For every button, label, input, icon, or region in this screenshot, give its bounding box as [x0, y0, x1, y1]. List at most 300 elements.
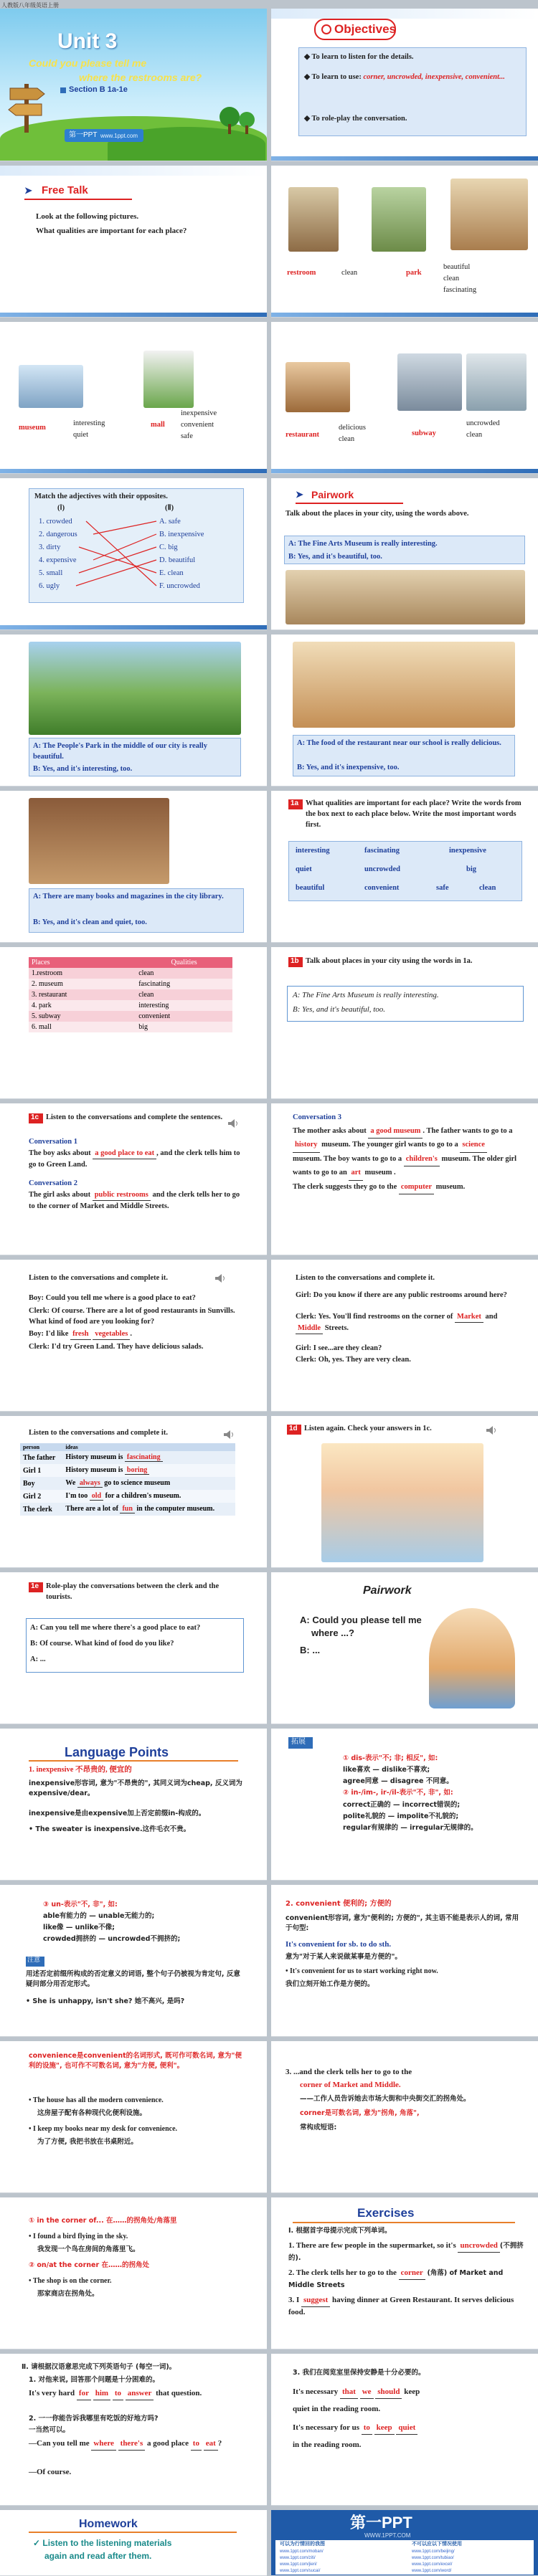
credits-links-1	[280, 2549, 324, 2575]
slide-match[interactable]	[0, 478, 267, 630]
dialog-line-c: A: ...	[30, 1655, 46, 1663]
caption-clean: clean	[341, 269, 358, 277]
word: beautiful	[296, 884, 325, 892]
free-talk-line1: Look at the following pictures.	[36, 212, 139, 221]
word: quiet	[296, 865, 312, 873]
text-part: museum. The older girl wants to go to an	[293, 1154, 517, 1177]
footer-bar	[271, 156, 538, 161]
caption-mall: mall	[151, 421, 165, 429]
brand-text: 第一PPT	[69, 131, 98, 139]
exercise-prompt: 一当然可以。	[29, 2426, 70, 2434]
table-row	[29, 1000, 232, 1011]
prefix-example: correct正确的 — incorrect错误的;	[343, 1800, 461, 1809]
homework-text: Listen to the listening materials	[42, 2538, 172, 2548]
answer-blank: old	[90, 1492, 103, 1501]
caption-restroom: restroom	[287, 269, 316, 277]
caption-clean-3: clean	[339, 435, 355, 443]
pairwork-bullet: ➤	[296, 489, 303, 500]
caption-museum: museum	[19, 424, 46, 432]
answer-blank: a good place to eat	[93, 1148, 156, 1159]
caption-beautiful: beautiful	[443, 263, 471, 271]
text-part: having dinner at Green Restaurant. It serves delicious food.	[288, 2296, 514, 2316]
cell-person: Girl 1	[23, 1466, 42, 1475]
word: uncrowded	[364, 865, 400, 873]
text-part: 1. There are few people in the supermarket, so it's	[288, 2241, 456, 2250]
word: safe	[436, 884, 449, 892]
answer-blank: fascinating	[125, 1453, 163, 1462]
dialog-line: Clerk: I'd try Green Land. They have delicious salads.	[29, 1343, 204, 1351]
text-part: that question.	[156, 2389, 202, 2397]
speaker-icon[interactable]	[228, 1119, 240, 1128]
dialog-line	[29, 1329, 244, 1340]
text-part: History museum is	[65, 1466, 123, 1474]
footer-bar	[0, 625, 267, 629]
match-left-item: 3. dirty	[39, 543, 61, 551]
match-right-item: D. beautiful	[159, 556, 196, 564]
credit-link[interactable]: www.1ppt.com/tubiao/	[412, 2556, 454, 2560]
cell-place: 6. mall	[32, 1023, 52, 1031]
dialog-line-a: A: The food of the restaurant near our school is really delicious.	[297, 739, 501, 747]
cell-place: 3. restaurant	[32, 991, 67, 999]
homework-heading: Homework	[79, 2518, 138, 2530]
slide-listen-1[interactable]	[0, 1260, 267, 1412]
cell-place: 1.restroom	[32, 969, 63, 977]
footer-bar	[0, 313, 267, 317]
speaker-icon[interactable]	[215, 1274, 227, 1283]
exercise-prompt: 3. 我们在阅览室里保持安静是十分必要的。	[293, 2369, 425, 2377]
answer-blank: keep	[374, 2423, 395, 2435]
cell-idea	[62, 1490, 235, 1503]
pairwork-line-b: B: Yes, and it's beautiful, too.	[288, 553, 382, 561]
match-left-item: 6. ugly	[39, 582, 60, 590]
prefix-list	[343, 1753, 478, 1834]
signpost-icon	[6, 77, 49, 134]
cell-quality: big	[138, 1023, 148, 1031]
text-part: History museum is	[65, 1453, 123, 1461]
speaker-icon[interactable]	[224, 1430, 235, 1439]
exercise-item	[288, 2295, 525, 2319]
phrase-example-cn: 我发现一个鸟在房间的角落里飞。	[37, 2245, 140, 2253]
slide-language-points[interactable]	[0, 1729, 267, 1881]
match-left-item: 4. expensive	[39, 556, 77, 564]
credit-link[interactable]: www.1ppt.com/word/	[412, 2569, 452, 2573]
credit-link[interactable]: www.1ppt.com/moban/	[280, 2549, 324, 2554]
slide-prefix-1[interactable]	[271, 1729, 538, 1881]
text-part: It's very hard	[29, 2389, 75, 2397]
answer-blank: to	[191, 2438, 202, 2451]
answer-blank: there's	[118, 2438, 146, 2451]
text-part: museum. The boy wants to go to a	[293, 1154, 402, 1163]
objective-1-text: To learn to listen for the details.	[311, 53, 414, 61]
heading-underline	[29, 1760, 238, 1762]
answer-blank: that	[340, 2387, 358, 2399]
slide-exercises-2[interactable]	[0, 2354, 267, 2506]
slide-free-talk[interactable]	[0, 166, 267, 318]
exercise-item: quiet in the reading room.	[293, 2405, 381, 2413]
slide-library-dialog[interactable]	[0, 791, 267, 943]
caption-uncrowded: uncrowded	[466, 419, 500, 427]
slide-pictures-1[interactable]	[271, 166, 538, 318]
word: convenient	[364, 884, 400, 892]
park-photo	[372, 187, 426, 252]
caption-safe: safe	[181, 432, 193, 440]
table-row	[20, 1451, 235, 1464]
credit-link[interactable]: www.1ppt.com/excel/	[412, 2562, 453, 2567]
pairwork-heading: Pairwork	[311, 489, 354, 500]
slide-pairwork-2[interactable]	[271, 1572, 538, 1724]
prefix-list	[43, 1899, 237, 1946]
phrase-title: ② on/at the corner 在……的拐角处	[29, 2261, 149, 2269]
prefix-example: polite礼貌的 — impolite不礼貌的;	[343, 1812, 459, 1820]
table-row	[29, 968, 232, 979]
objective-1: ◆ To learn to listen for the details.	[304, 53, 414, 61]
exercise-prompt: 2. 一一你能告诉我哪里有吃饭的好地方吗?	[29, 2415, 159, 2423]
note-text: 用述否定前缀所构成的否定意义的词语, 整个句子仍被视为肯定句, 反意疑问部分用否定形式。	[26, 1970, 240, 1988]
prefix-example: like像 — unlike不像;	[43, 1924, 115, 1932]
slide-title[interactable]	[0, 9, 267, 161]
credit-link[interactable]: www.1ppt.com/ziti/	[280, 2556, 316, 2560]
heading-underline	[24, 199, 132, 200]
exercise-item	[288, 2268, 525, 2291]
unit-question-line1: Could you please tell me	[29, 57, 147, 69]
prefix-title: ② in-/im-, ir-/il-表示"不, 非", 如:	[343, 1789, 453, 1797]
answer-blank: to	[113, 2388, 123, 2400]
slide-convenience[interactable]	[0, 2041, 267, 2193]
dialog-line: Clerk: Oh, yes. They are very clean.	[296, 1356, 411, 1364]
heading-underline	[296, 503, 403, 504]
food-photo	[293, 642, 515, 728]
note-example: • She is unhappy, isn't she? 她不高兴, 是吗?	[26, 1997, 185, 2005]
text-part: 3. I	[288, 2296, 300, 2304]
objective-2-text: To learn to use:	[311, 73, 362, 81]
slide-listen-2[interactable]	[271, 1260, 538, 1412]
conversation-1-label: Conversation 1	[29, 1138, 77, 1146]
match-right-item: A. safe	[159, 518, 181, 526]
text-part: I'm too	[65, 1492, 88, 1500]
point-text: corner是可数名词, 意为"拐角, 角落",	[300, 2109, 420, 2117]
slide-1b[interactable]	[271, 947, 538, 1099]
slide-places-table[interactable]	[0, 947, 267, 1099]
caption-quiet: quiet	[73, 431, 88, 439]
exercise-item: —Of course.	[29, 2468, 72, 2476]
places-table	[29, 957, 232, 1032]
point-example-cn: 为了方便, 我把书放在书桌附近。	[37, 2138, 138, 2146]
pairwork-line-a: A: The Fine Arts Museum is really interesting.	[288, 540, 438, 548]
caption-clean-4: clean	[466, 431, 483, 439]
table-row	[20, 1464, 235, 1477]
slide-exercises-1[interactable]	[271, 2197, 538, 2349]
dialog-line-b: B: Yes, and it's inexpensive, too.	[297, 764, 400, 771]
answer-blank: computer	[399, 1181, 434, 1194]
text-part: in the computer museum.	[136, 1505, 215, 1513]
tag-label: 拓展	[291, 1738, 306, 1746]
tourist-info-illustration	[321, 1443, 483, 1562]
prefix-title: ③ un-表示"不, 非", 如:	[43, 1901, 118, 1909]
listen-title: Listen to the conversations and complete it.	[296, 1274, 435, 1282]
dialog-line-a: A: There are many books and magazines in the city library.	[33, 893, 224, 900]
answer-blank: to	[362, 2423, 372, 2435]
objective-2: ◆ To learn to use: corner, uncrowded, inexpensive, convenient...	[304, 73, 505, 81]
free-talk-heading: Free Talk	[42, 184, 88, 196]
slide-pairwork-1[interactable]	[271, 478, 538, 630]
match-left-item: 1. crowded	[39, 518, 72, 526]
text-part: The girl asks about	[29, 1191, 91, 1199]
exercise-item	[288, 2240, 525, 2264]
answer-blank: a good museum	[368, 1125, 423, 1139]
exercise-item	[29, 2388, 244, 2400]
answer-blank: vegetables	[93, 1329, 130, 1340]
caption-delicious: delicious	[339, 424, 366, 432]
footer-bar	[271, 313, 538, 317]
answer-blank: quiet	[396, 2423, 417, 2435]
tag-label: 1b	[291, 957, 299, 965]
dialog-line-b: B: Yes, and it's clean and quiet, too.	[33, 918, 147, 926]
col-ideas: ideas	[65, 1444, 78, 1450]
point-example-cn: 我们立刻开始工作是方便的。	[285, 1980, 374, 1988]
caption-restaurant: restaurant	[285, 431, 320, 439]
task-instruction: Talk about places in your city using the words in 1a.	[306, 957, 473, 965]
conversation-2-label: Conversation 2	[29, 1179, 77, 1187]
point-text: convenient形容词, 意为"便利的; 方便的", 其主语不能是表示人的词, 常用于句型:	[285, 1914, 519, 1932]
credits-col2-title: 不可以应以下情况使用	[412, 2541, 462, 2547]
language-points-heading: Language Points	[65, 1745, 169, 1759]
phrase-example: • The shop is on the corner.	[29, 2277, 112, 2285]
conversation-3-text	[293, 1125, 518, 1194]
slide-objectives[interactable]	[271, 9, 538, 161]
dialog-line-b: B: Of course. What kind of food do you like?	[30, 1640, 174, 1648]
exercise-prompt: 1. 对他来说, 回答那个问题是十分困难的。	[29, 2376, 159, 2384]
objective-2-words: corner, uncrowded, inexpensive, convenient...	[363, 73, 505, 81]
subway-photo-2	[466, 353, 527, 411]
slide-listen-3[interactable]	[0, 1416, 267, 1568]
section-bullet	[60, 87, 66, 93]
note-label: 注意	[27, 1957, 41, 1964]
table-row	[29, 1011, 232, 1022]
text-part: and	[485, 1313, 498, 1321]
answer-blank: for	[77, 2388, 91, 2400]
prefix-example: like喜欢 — dislike不喜欢;	[343, 1766, 430, 1774]
tag-label: 1c	[31, 1113, 39, 1121]
answer-blank: uncrowded	[458, 2240, 499, 2253]
point-text: 常构成短语:	[300, 2124, 337, 2131]
slide-conversation-3[interactable]	[271, 1103, 538, 1255]
cell-quality: fascinating	[138, 980, 171, 988]
text-part: It's necessary for us	[293, 2423, 359, 2432]
slide-pictures-3[interactable]	[271, 322, 538, 474]
task-instruction: What qualities are important for each place? Write the words from the box next to each place below. Write the most important words first.	[306, 799, 522, 830]
point-text: convenience是convenient的名词形式, 既可作可数名词, 意为"便利的设施", 也可作不可数名词, 意为"方便, 便利"。	[29, 2052, 242, 2070]
museum-photo	[19, 365, 83, 408]
slide-1a[interactable]	[271, 791, 538, 943]
tag-label: 1a	[291, 799, 299, 807]
answer-blank: fun	[120, 1505, 134, 1513]
slide-1d[interactable]	[271, 1416, 538, 1568]
match-right-item: F. uncrowded	[159, 582, 200, 590]
text-part: museum .	[364, 1169, 396, 1177]
cell-place: 2. museum	[32, 980, 63, 988]
cell-quality: interesting	[138, 1002, 169, 1009]
ideas-table	[20, 1443, 235, 1516]
top-band	[0, 166, 267, 176]
table-row	[20, 1503, 235, 1516]
text-part: a good place	[146, 2439, 189, 2448]
exercise-item	[293, 2423, 522, 2435]
text-part: go to science museum	[104, 1479, 171, 1487]
text-part: The boy asks about	[29, 1149, 91, 1157]
point-example: • It's convenient for us to start working right now.	[285, 1967, 438, 1975]
text-part: museum. The younger girl wants to go to a	[321, 1141, 458, 1149]
slide-credits[interactable]	[271, 2510, 538, 2576]
point-text: 意为"对于某人来说做某事是方便的"。	[285, 1953, 402, 1961]
restroom-photo	[288, 187, 339, 252]
slide-prefix-2[interactable]	[0, 1885, 267, 2037]
kids-illustration	[429, 1608, 515, 1708]
slide-corner[interactable]	[271, 2041, 538, 2193]
mall-photo	[143, 351, 194, 408]
credit-link[interactable]: www.1ppt.com/sucai/	[280, 2569, 321, 2573]
heading-underline	[293, 2222, 515, 2223]
caption-inexpensive: inexpensive	[181, 409, 217, 417]
word: inexpensive	[449, 847, 486, 855]
point-title: 3. ...and the clerk tells her to go to the	[285, 2068, 412, 2076]
point-text: inexpensive是由expensive加上否定前缀in-构成的。	[29, 1810, 206, 1817]
conversation-1-text	[29, 1148, 244, 1170]
match-right-item: B. inexpensive	[159, 531, 204, 538]
caption-park: park	[406, 269, 422, 277]
homework-item-2: again and read after them.	[44, 2551, 152, 2561]
slide-restaurant-dialog[interactable]	[271, 635, 538, 786]
tag-label: 1d	[289, 1425, 298, 1432]
answer-blank: boring	[125, 1466, 149, 1475]
logo-url: WWW.1PPT.COM	[364, 2532, 411, 2539]
dialog-line-a: A: The People's Park in the middle of our city is really beautiful.	[33, 742, 207, 761]
text-part: The clerk suggests they go to the	[293, 1182, 397, 1191]
restaurant-photo	[285, 362, 350, 412]
caption-subway: subway	[412, 429, 436, 437]
exercises-heading: Exercises	[357, 2206, 415, 2220]
caption-interesting: interesting	[73, 419, 105, 427]
text-part: and the clerk tells her to go to the corner of Market and Middle Streets.	[29, 1191, 240, 1211]
cell-idea	[62, 1477, 235, 1490]
section-label: Section B 1a-1e	[69, 85, 128, 94]
prefix-example: agree同意 — disagree 不同意。	[343, 1777, 453, 1786]
slide-convenient[interactable]	[271, 1885, 538, 2037]
library-photo	[29, 798, 169, 884]
caption-fascinating: fascinating	[443, 286, 477, 294]
slide-1c[interactable]	[0, 1103, 267, 1255]
answer-blank: art	[349, 1166, 362, 1180]
answer-blank: science	[460, 1139, 487, 1152]
cell-idea	[62, 1503, 235, 1516]
text-part: —Can you tell me	[29, 2439, 90, 2448]
conversation-3-label: Conversation 3	[293, 1113, 341, 1121]
point-title: 1. inexpensive 不昂贵的, 便宜的	[29, 1766, 132, 1774]
task-instruction: Listen again. Check your answers in 1c.	[304, 1425, 432, 1432]
park-photo-2	[29, 642, 241, 735]
exercise-instruction: Ⅰ. 根据首字母提示完成下列单词。	[288, 2227, 392, 2235]
task-instruction: Listen to the conversations and complete the sentences.	[46, 1113, 223, 1121]
credit-link[interactable]: www.1ppt.com/beijing/	[412, 2549, 455, 2554]
objective-3-text: To role-play the conversation.	[311, 115, 407, 123]
text-part: It's necessary	[293, 2387, 339, 2396]
cell-quality: clean	[138, 969, 154, 977]
point-example: • The sweater is inexpensive.这件毛衣不贵。	[29, 1825, 191, 1833]
slide-park-dialog[interactable]	[0, 635, 267, 786]
match-right-item: C. big	[159, 543, 178, 551]
table-header-row	[20, 1443, 235, 1451]
point-text: ——工作人员告诉她去市场大街和中央街交汇的拐角处。	[300, 2095, 471, 2103]
cell-place: 4. park	[32, 1002, 52, 1009]
answer-blank: fresh	[70, 1329, 91, 1340]
footer-bar	[0, 469, 267, 473]
dialog-line: Clerk: Of course. There are a lot of good restaurants in Sunvills. What kind of food are you looking for?	[29, 1307, 235, 1326]
table-row	[29, 989, 232, 1000]
point-title: 2. convenient 便利的; 方便的	[285, 1900, 392, 1908]
prefix-example: able有能力的 — unable无能力的;	[43, 1912, 155, 1921]
cell-idea	[62, 1451, 235, 1464]
slide-pictures-2[interactable]	[0, 322, 267, 474]
slide-exercises-3[interactable]	[271, 2354, 538, 2506]
match-left-item: 2. dangerous	[39, 531, 77, 538]
dialog-line: Girl: I see...are they clean?	[296, 1344, 382, 1352]
top-band	[271, 9, 538, 19]
slide-homework[interactable]	[0, 2510, 267, 2576]
credit-link[interactable]: www.1ppt.com/jieri/	[280, 2562, 317, 2567]
header-label: 人教版八年级英语上册	[1, 2, 59, 9]
logo-text: 第一PPT	[350, 2514, 412, 2532]
tag-label: 1e	[31, 1582, 39, 1590]
museum-photo-2	[285, 570, 525, 624]
listen-title: Listen to the conversations and complete it.	[29, 1429, 168, 1437]
cell-quality: clean	[138, 991, 154, 999]
slide-1e[interactable]	[0, 1572, 267, 1724]
text-part: Streets.	[324, 1324, 349, 1333]
table-header-row	[29, 957, 232, 968]
point-text: inexpensive形容词, 意为"不昂贵的", 其同义词为cheap, 反义词为expensive/dear。	[29, 1779, 242, 1797]
speaker-icon[interactable]	[486, 1426, 498, 1435]
match-title: Match the adjectives with their opposites.	[34, 493, 168, 500]
answer-blank: him	[93, 2388, 110, 2400]
match-col2: (Ⅱ)	[165, 504, 174, 512]
slide-corner-phrases[interactable]	[0, 2197, 267, 2349]
prefix-title: ① dis-表示"不; 非; 相反", 如:	[343, 1754, 438, 1762]
unit-title: Unit 3	[57, 29, 118, 53]
objective-3: ◆ To role-play the conversation.	[304, 115, 407, 123]
dialog-line-a: A: The Fine Arts Museum is really interesting.	[293, 991, 439, 999]
word: big	[466, 865, 477, 873]
exercise-item: in the reading room.	[293, 2440, 362, 2449]
task-instruction: Role-play the conversations between the clerk and the tourists.	[46, 1582, 220, 1602]
table-row	[20, 1477, 235, 1490]
footer-bar	[271, 469, 538, 473]
dialog-line-a: A: Can you tell me where there's a good place to eat?	[30, 1624, 201, 1632]
answer-blank: history	[293, 1139, 320, 1152]
point-pattern: It's convenient for sb. to do sth.	[285, 1940, 392, 1949]
text-part: museum.	[435, 1182, 466, 1191]
col-places: Places	[32, 959, 50, 966]
exercise-instruction: Ⅱ. 请根据汉语意思完成下列英语句子 (每空一词)。	[22, 2363, 176, 2371]
dialog-line: Boy: Could you tell me where is a good place to eat?	[29, 1294, 196, 1302]
answer-blank: always	[77, 1479, 103, 1488]
prefix-example: crowded拥挤的 — uncrowded不拥挤的;	[43, 1935, 181, 1944]
dialog-line-b: B: Yes, and it's interesting, too.	[33, 765, 133, 773]
exercise-item	[293, 2387, 522, 2399]
cell-person: Girl 2	[23, 1492, 42, 1501]
table-row	[20, 1490, 235, 1503]
phrase-example-cn: 那家商店在拐角处。	[37, 2290, 99, 2298]
free-talk-line2: What qualities are important for each place?	[36, 227, 187, 235]
prefix-example: regular有规律的 — irregular无规律的。	[343, 1823, 478, 1832]
